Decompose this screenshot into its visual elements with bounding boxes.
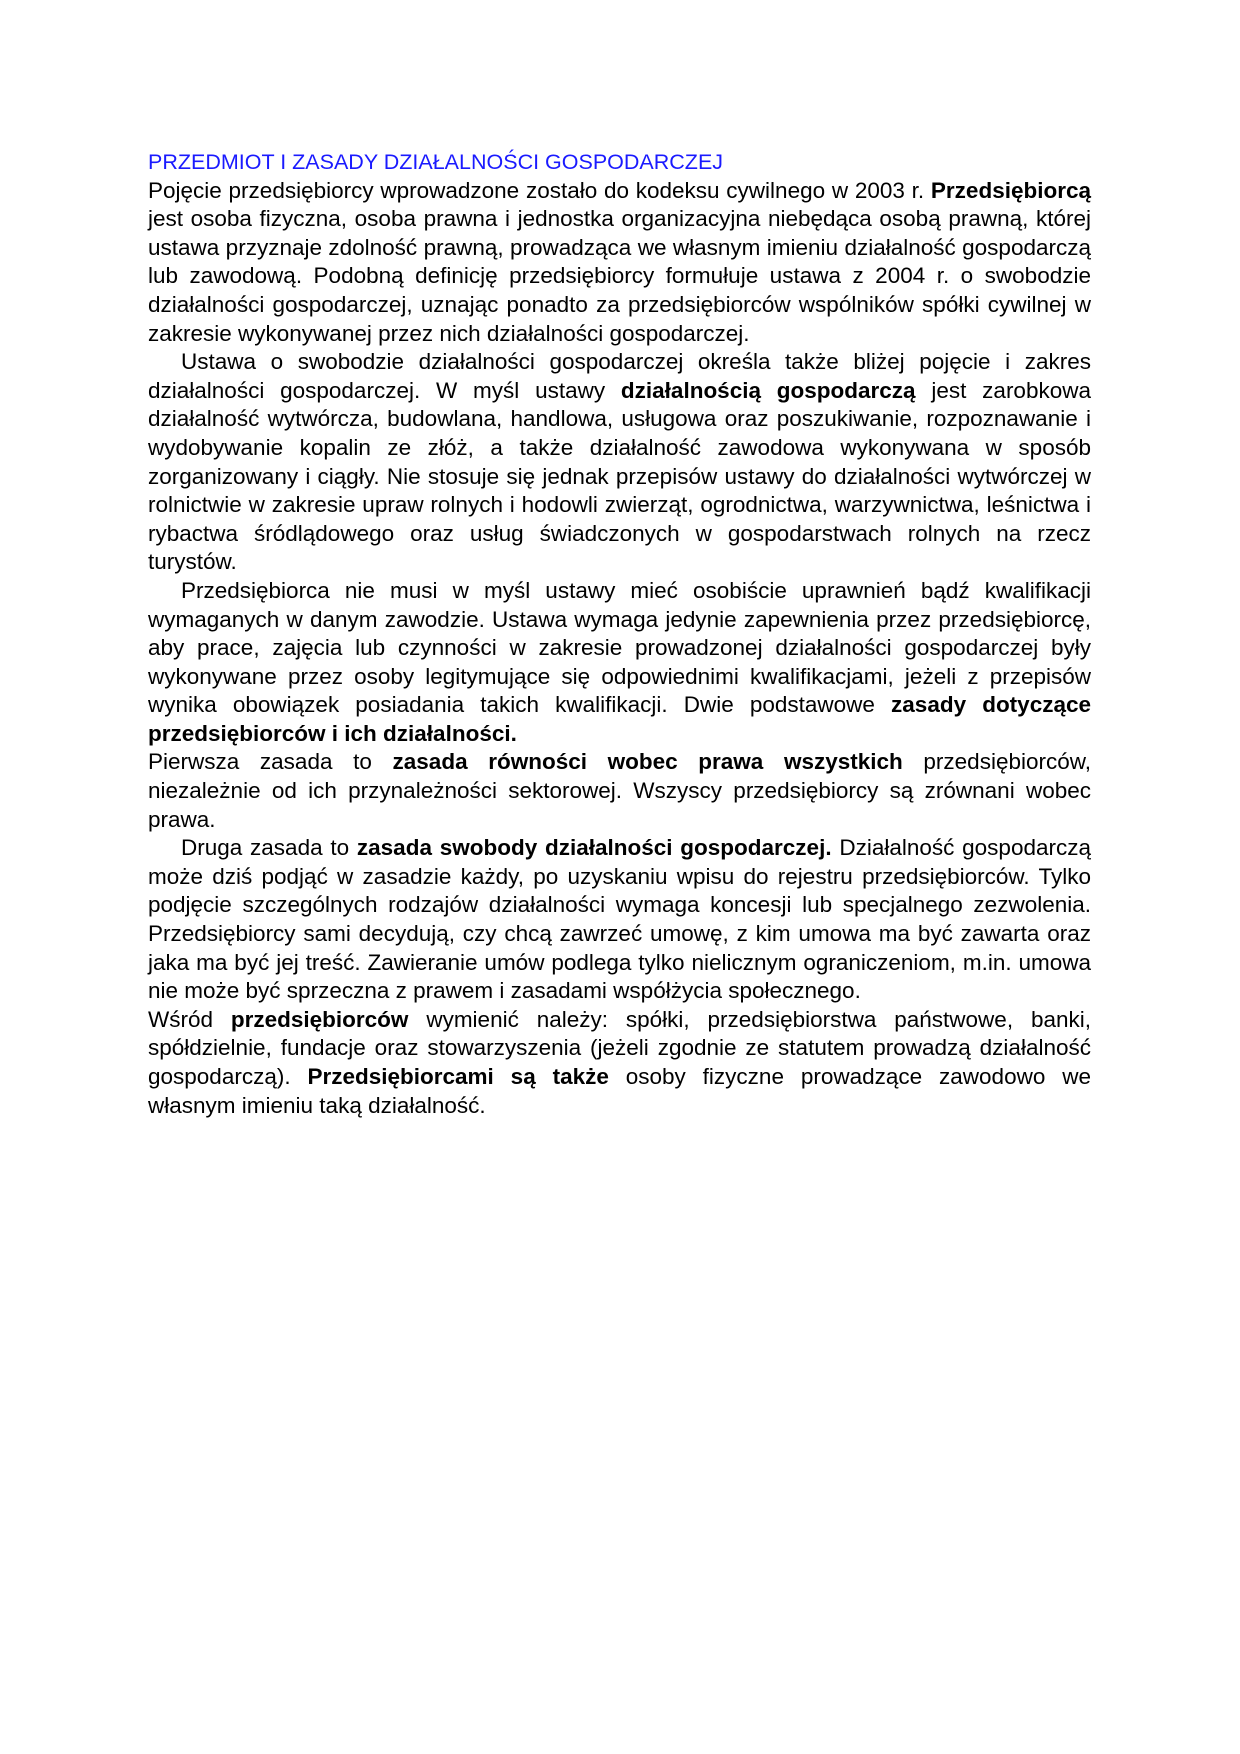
text-run: przedsiębiorców, niezależnie od ich przynależności sektorowej. Wszyscy przedsiębiorcy są zrównani wobec prawa. (148, 749, 1091, 832)
bold-term: Przedsiębiorcą (930, 177, 1091, 203)
paragraph-list (148, 177, 1091, 1121)
document-body (148, 148, 1091, 1120)
text-run: wymienić należy: spółki, przedsiębiorstwa państwowe, banki, spółdzielnie, fundacje oraz stowarzyszenia (jeżeli zgodnie ze statutem prowadzą działalność gospodarczą). (148, 1006, 1091, 1089)
bold-term: przedsiębiorców (230, 1006, 409, 1032)
text-run: Pojęcie przedsiębiorcy wprowadzone zostało do kodeksu cywilnego w 2003 r. (148, 177, 931, 203)
bold-term: zasady dotyczące przedsiębiorców i ich działalności. (148, 692, 1091, 746)
text-run: jest osoba fizyczna, osoba prawna i jednostka organizacyjna niebędąca osobą prawną, której ustawa przyznaje zdolność prawną, prowadząca we własnym imieniu działalność gospodarczą lub zawodową. Podobną definicję przedsiębiorcy formułuje ustawa z 2004 r. o swobodzie działalności gospodarczej, uznając ponadto za przedsiębiorców wspólników spółki cywilnej w zakresie wykonywanej przez nich działalności gospodarczej. (148, 206, 1091, 346)
bold-term: Przedsiębiorcami są także (307, 1064, 609, 1089)
bold-term: działalnością gospodarczą (620, 377, 916, 403)
paragraph (148, 1006, 1091, 1120)
paragraph (148, 348, 1091, 577)
text-run: jest zarobkowa działalność wytwórcza, budowlana, handlowa, usługowa oraz poszukiwanie, rozpoznawanie i wydobywanie kopalin ze złóż, a także działalność zawodowa wykonywana w sposób zorganizowany i ciągły. Nie stosuje się jednak przepisów ustawy do działalności wytwórczej w rolnictwie w zakresie upraw rolnych i hodowli zwierząt, ogrodnictwa, warzywnictwa, leśnictwa i rybactwa śródlądowego oraz usług świadczonych w gospodarstwach rolnych na rzecz turystów. (148, 377, 1091, 575)
paragraph (148, 577, 1091, 749)
paragraph (148, 177, 1091, 349)
paragraph (148, 834, 1091, 1006)
text-run: Wśród (148, 1006, 231, 1032)
bold-term: zasada równości wobec prawa wszystkich (392, 749, 903, 775)
bold-term: zasada swobody działalności gospodarczej. (356, 835, 832, 861)
text-run: Ustawa o swobodzie działalności gospodarczej określa także bliżej pojęcie i zakres działalności gospodarczej. W myśl ustawy (148, 349, 1091, 403)
text-run: Przedsiębiorca nie musi w myśl ustawy mieć osobiście uprawnień bądź kwalifikacji wymaganych w danym zawodzie. Ustawa wymaga jedynie zapewnienia przez przedsiębiorcę, aby prace, zajęcia lub czynności w zakresie prowadzonej działalności gospodarczej były wykonywane przez osoby legitymujące się odpowiednimi kwalifikacjami, jeżeli z przepisów wynika obowiązek posiadania takich kwalifikacji. Dwie podstawowe (148, 577, 1091, 718)
text-run: Działalność gospodarczą może dziś podjąć w zasadzie każdy, po uzyskaniu wpisu do rejestru przedsiębiorców. Tylko podjęcie szczególnych rodzajów działalności wymaga koncesji lub specjalnego zezwolenia. Przedsiębiorcy sami decydują, czy chcą zawrzeć umowę, z kim umowa ma być zawarta oraz jaka ma być jej treść. Zawieranie umów podlega tylko nielicznym ograniczeniom, m.in. umowa nie może być sprzeczna z prawem i zasadami współżycia społecznego. (148, 835, 1091, 1004)
text-run: Pierwsza zasada to (148, 749, 393, 775)
text-run: osoby fizyczne prowadzące zawodowo we własnym imieniu taką działalność. (148, 1064, 1091, 1118)
paragraph (148, 748, 1091, 834)
document-title: PRZEDMIOT I ZASADY DZIAŁALNOŚCI GOSPODARCZEJ (148, 150, 724, 174)
text-run: Druga zasada to (181, 835, 357, 861)
